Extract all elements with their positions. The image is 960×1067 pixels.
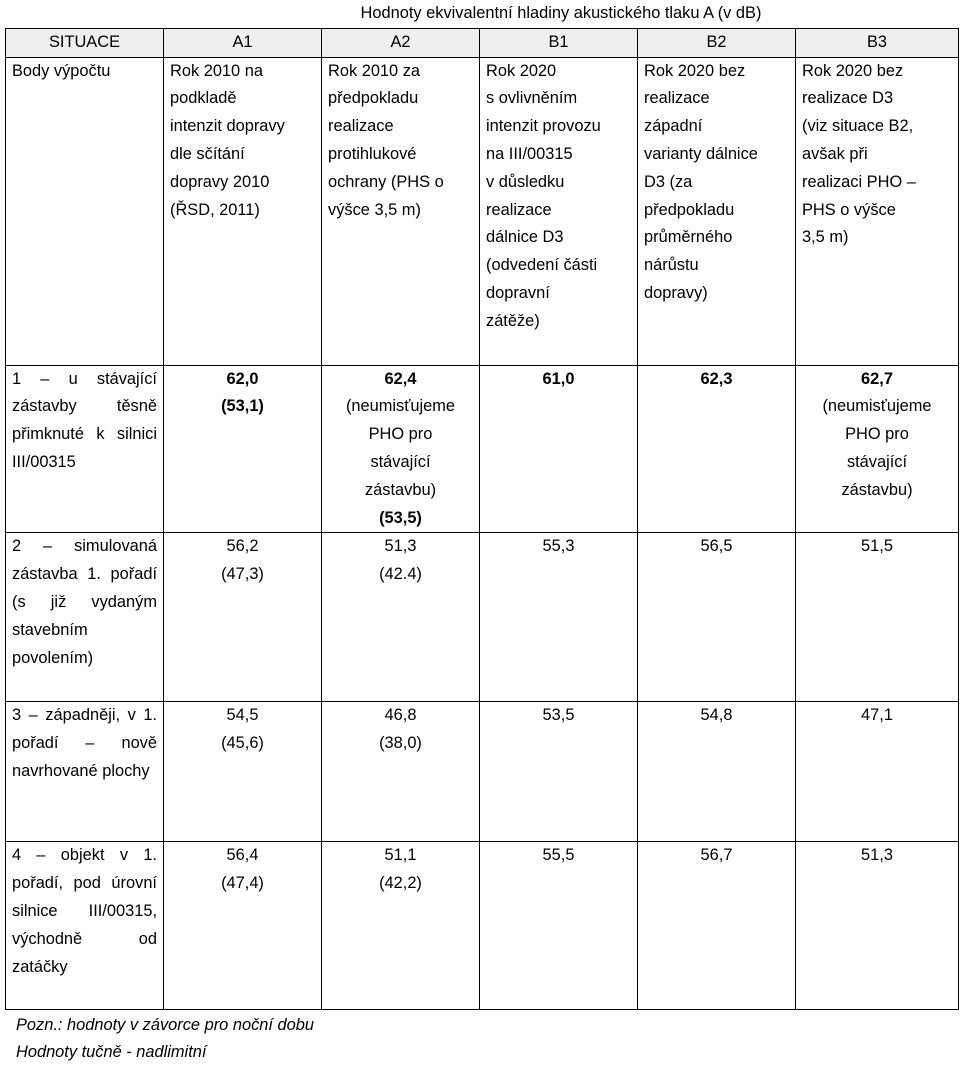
cell-b2	[638, 842, 796, 1010]
value-day: 51,5	[861, 537, 893, 556]
value-day: 56,7	[700, 846, 733, 865]
value-day: 46,8	[384, 706, 417, 725]
value-day: 62,0	[226, 369, 259, 388]
value-night: (53,5)	[379, 508, 422, 527]
cell-note: (neumisťujeme PHO pro stávající zástavbu)	[345, 397, 456, 499]
value-day: 51,3	[384, 537, 417, 556]
column-header-b3: B3	[796, 28, 959, 57]
table-title-row	[6, 0, 959, 28]
value-day: 56,2	[226, 537, 259, 556]
cell-a2	[322, 365, 480, 533]
value-day: 51,1	[384, 846, 417, 865]
footnote-night-values: Pozn.: hodnoty v závorce pro noční dobu	[16, 1016, 314, 1034]
cell-a1	[164, 702, 322, 842]
column-header-b1: B1	[480, 28, 638, 57]
cell-a1	[164, 365, 322, 533]
value-night: (42.4)	[379, 565, 422, 584]
cell-a2	[322, 702, 480, 842]
row-label-point-1: 1 – u stávající zástavby těsně přimknuté k silnici III/00315	[6, 365, 164, 533]
value-night: (47,3)	[221, 565, 264, 584]
row-label-point-4: 4 – objekt v 1. pořadí, pod úrovní silnice III/00315, východně od zatáčky	[6, 842, 164, 1010]
column-header-a2: A2	[322, 28, 480, 57]
value-day: 55,5	[542, 846, 575, 865]
value-day: 53,5	[542, 706, 575, 725]
value-day: 56,5	[700, 537, 733, 556]
cell-b1	[480, 533, 638, 702]
value-day: 54,8	[700, 706, 733, 725]
table-row	[6, 533, 959, 702]
cell-b2	[638, 365, 796, 533]
value-night: (42,2)	[379, 874, 422, 893]
situation-header: SITUACE	[6, 28, 164, 57]
table-row	[6, 842, 959, 1010]
value-day: 56,4	[226, 846, 259, 865]
cell-b1	[480, 365, 638, 533]
value-day: 62,3	[700, 369, 733, 388]
cell-b1	[480, 702, 638, 842]
scenario-description-a1: Rok 2010 na podkladě intenzit dopravy dle sčítání dopravy 2010 (ŘSD, 2011)	[164, 57, 322, 365]
cell-b3	[796, 702, 959, 842]
value-night: (53,1)	[221, 397, 264, 416]
value-day: 62,4	[384, 369, 417, 388]
cell-a1	[164, 842, 322, 1010]
value-day: 54,5	[226, 706, 259, 725]
table-title: Hodnoty ekvivalentní hladiny akustického tlaku A (v dB)	[164, 0, 959, 28]
value-day: 62,7	[861, 369, 893, 388]
column-header-row	[6, 28, 959, 57]
row-label-point-3: 3 – západněji, v 1. pořadí – nově navrhované plochy	[6, 702, 164, 842]
value-day: 55,3	[542, 537, 575, 556]
scenario-description-b1: Rok 2020 s ovlivněním intenzit provozu na III/00315 v důsledku realizace dálnice D3 (odvedení části dopravní zátěže)	[480, 57, 638, 365]
value-night: (47,4)	[221, 874, 264, 893]
cell-a1	[164, 533, 322, 702]
table-row	[6, 702, 959, 842]
scenario-description-a2: Rok 2010 za předpokladu realizace protihlukové ochrany (PHS o výšce 3,5 m)	[322, 57, 480, 365]
column-header-a1: A1	[164, 28, 322, 57]
cell-a2	[322, 533, 480, 702]
cell-b1	[480, 842, 638, 1010]
cell-b2	[638, 533, 796, 702]
cell-b3	[796, 842, 959, 1010]
footnote-bold-values: Hodnoty tučně - nadlimitní	[16, 1043, 207, 1061]
cell-b2	[638, 702, 796, 842]
value-night: (38,0)	[379, 734, 422, 753]
row-label-body-vypoctu: Body výpočtu	[6, 57, 164, 365]
cell-b3	[796, 365, 959, 533]
value-night: (45,6)	[221, 734, 264, 753]
row-label-point-2: 2 – simulovaná zástavba 1. pořadí (s již vydaným stavebním povolením)	[6, 533, 164, 702]
scenario-description-b2: Rok 2020 bez realizace západní varianty dálnice D3 (za předpokladu průměrného nárůstu dopravy)	[638, 57, 796, 365]
value-day: 51,3	[861, 846, 893, 865]
cell-note: (neumisťujeme PHO pro stávající zástavbu)	[822, 397, 932, 499]
cell-b3	[796, 533, 959, 702]
noise-levels-table	[5, 0, 959, 1010]
value-day: 47,1	[861, 706, 893, 725]
cell-a2	[322, 842, 480, 1010]
table-row	[6, 365, 959, 533]
scenario-description-b3: Rok 2020 bez realizace D3 (viz situace B2, avšak při realizaci PHO – PHS o výšce 3,5 m)	[796, 57, 959, 365]
column-header-b2: B2	[638, 28, 796, 57]
value-day: 61,0	[542, 369, 575, 388]
scenario-description-row	[6, 57, 959, 365]
